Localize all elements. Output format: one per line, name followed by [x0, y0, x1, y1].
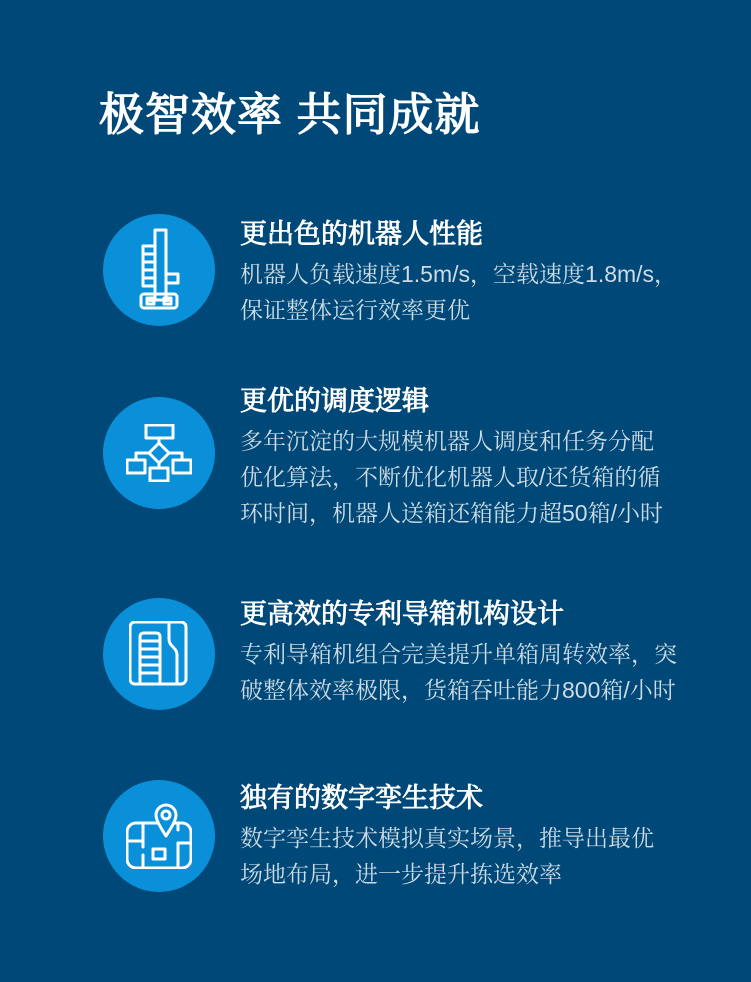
feature-item-scheduling	[103, 386, 680, 531]
feature-description-line: 数字孪生技术模拟真实场景，推导出最优	[240, 825, 654, 851]
feature-description-line: 优化算法，不断优化机器人取/还货箱的循	[240, 464, 661, 490]
map-pin-icon	[103, 780, 215, 892]
feature-title: 更出色的机器人性能	[240, 219, 483, 249]
feature-description-line: 保证整体运行效率更优	[240, 297, 470, 323]
feature-description	[240, 820, 680, 892]
feature-item-digital-twin	[103, 780, 680, 892]
feature-description	[240, 423, 680, 531]
feature-text	[240, 782, 680, 892]
feature-title: 更优的调度逻辑	[240, 386, 429, 416]
feature-item-robot-performance	[103, 214, 680, 328]
feature-description-line: 多年沉淀的大规模机器人调度和任务分配	[240, 428, 654, 454]
feature-description	[240, 256, 680, 328]
feature-description	[240, 636, 680, 708]
feature-description-line: 环时间，机器人送箱还箱能力超50箱/小时	[240, 500, 663, 526]
feature-description-line: 场地布局，进一步提升拣选效率	[240, 861, 562, 887]
feature-description-line: 专利导箱机组合完美提升单箱周转效率，突	[240, 641, 677, 667]
feature-item-box-guide	[103, 598, 680, 710]
feature-description-line: 破整体效率极限，货箱吞吐能力800箱/小时	[240, 677, 676, 703]
feature-text	[240, 218, 680, 328]
page-title: 极智效率 共同成就	[99, 89, 481, 140]
feature-title: 独有的数字孪生技术	[240, 783, 483, 813]
flowchart-icon	[103, 397, 215, 509]
feature-description-line: 机器人负载速度1.5m/s，空载速度1.8m/s，	[240, 261, 678, 287]
feature-text	[240, 385, 680, 531]
feature-title: 更高效的专利导箱机构设计	[240, 599, 564, 629]
box-guide-icon	[103, 598, 215, 710]
feature-text	[240, 598, 680, 708]
robot-lift-icon	[103, 214, 215, 326]
